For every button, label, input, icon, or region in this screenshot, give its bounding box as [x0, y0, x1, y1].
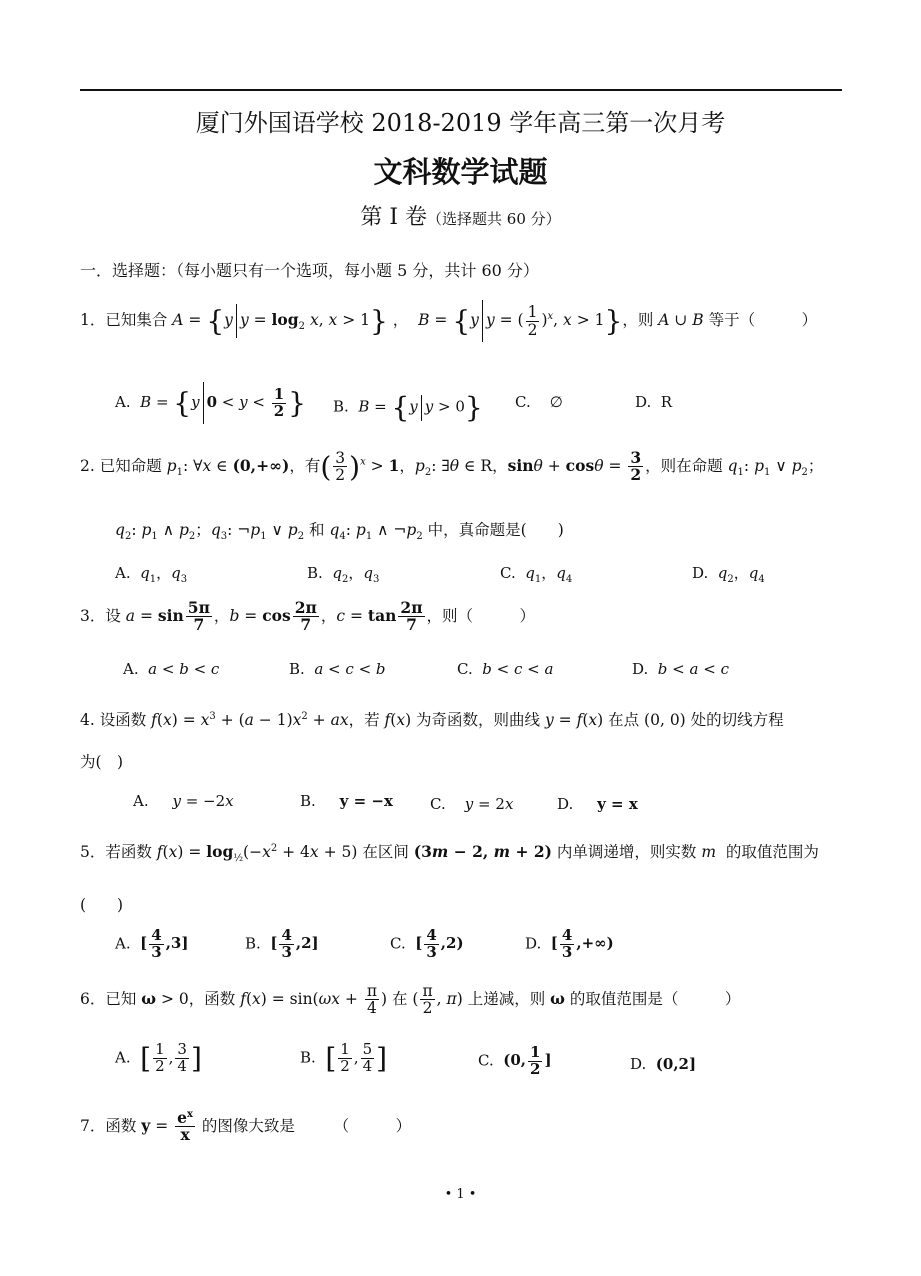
question-5: 5．若函数 $f(x) = \log_{\frac{1}{2}}(-x^2 + 4x + 5)$ 在区间 (3m − 2, m + 2) 内单调递增，则实数 m 的取值范围为 — [80, 842, 819, 865]
question-5-cont: ( ) — [80, 896, 124, 914]
question-6: 6．已知 ω > 0，函数 f(x) = sin(ωx + $\frac{\pi}{4}$ ) 在 ( $\frac{\pi}{2}$ , π) 上递减，则 ω 的取值范围是（ ） — [80, 982, 741, 1018]
q6-option-b: B. [ $\frac{1}{2}$ , $\frac{5}{4}$ ] — [300, 1040, 388, 1075]
question-3: 3．设 a = sin $\frac{5\pi}{7}$ ，b = cos $\frac{2\pi}{7}$ ，c = tan $\frac{2\pi}{7}$ ，则（ ） — [80, 598, 536, 635]
school-title: 厦门外国语学校 2018-2019 学年高三第一次月考 — [195, 109, 726, 137]
q3-option-d: D. b < a < c — [632, 660, 729, 678]
q6-option-a: A. [ $\frac{1}{2}$ , $\frac{3}{4}$ ] — [115, 1040, 202, 1075]
q2-option-a: A. $q_1$，$q_3$ — [115, 564, 188, 585]
section-heading: 一．选择题：（每小题只有一个选项，每小题 5 分，共计 60 分） — [80, 261, 539, 280]
page-number: • 1 • — [444, 1187, 477, 1202]
q3-option-b: B. a < c < b — [289, 660, 386, 678]
q4-option-c: C. y = 2x — [430, 795, 514, 813]
question-4-cont: 为( ) — [80, 753, 124, 771]
volume-note: （选择题共 60 分） — [427, 210, 561, 228]
q4-option-a: A. y = −2x — [133, 792, 234, 810]
question-1: 1．已知集合 A = {y $y = \log_2 x$, x > 1} ， B = {y y = ( $\frac{1}{2}$ )$^x$, x > 1}，则 A ∪ B 等于（ ） — [80, 300, 817, 342]
question-7: 7．函数 y = $\frac{e^x}{x}$ 的图像大致是 （ ） — [80, 1108, 412, 1145]
volume-title — [0, 200, 921, 231]
q2-option-b: B. $q_2$，$q_3$ — [307, 564, 380, 585]
top-rule — [80, 89, 842, 91]
q4-option-d: D. y = x — [557, 795, 638, 813]
q1-option-b: B. B = {y y > 0} — [333, 391, 483, 424]
q1-option-a: A. B = {y 0 < y < $\frac{1}{2}$ } — [115, 382, 306, 424]
subject-title: 文科数学试题 — [373, 155, 548, 189]
q1-option-d: D. R — [635, 393, 673, 411]
q3-option-c: C. b < c < a — [457, 660, 554, 678]
q5-option-a: A. [ $\frac{4}{3}$ ,3] — [115, 926, 189, 961]
q5-option-d: D. [ $\frac{4}{3}$ ,+∞) — [525, 926, 614, 961]
q5-option-b: B. [ $\frac{4}{3}$ ,2] — [245, 926, 319, 961]
q5-option-c: C. [ $\frac{4}{3}$ ,2) — [390, 926, 464, 961]
q4-option-b: B. y = −x — [300, 792, 393, 810]
q2-option-d: D. $q_2$，$q_4$ — [692, 564, 765, 585]
question-2-cont: $q_2$: $p_1$ ∧ $p_2$；$q_3$: $\neg p_1$ ∨ $p_2$ 和 $q_4$: $p_1$ ∧ $\neg p_2$ 中，真命题是( ) — [115, 521, 564, 543]
q1-option-c: C. ∅ — [515, 393, 563, 411]
q3-option-a: A. a < b < c — [123, 660, 220, 678]
q6-option-c: C. (0, $\frac{1}{2}$ ] — [478, 1043, 552, 1078]
q2-option-c: C. $q_1$，$q_4$ — [500, 564, 573, 585]
question-2: 2. 已知命题 $p_1$: ∀x ∈ (0,+∞)，有( $\frac{3}{2}$ )$^x$ > 1，$p_2$: ∃θ ∈ R，sinθ + cosθ = $\frac{3}{2}$ ，则在命题 $q_1$: $p_1$ ∨ $p_2$； — [80, 448, 824, 485]
volume-label: 第 I 卷 — [360, 205, 428, 230]
q6-option-d: D. (0,2] — [630, 1055, 697, 1073]
question-4: 4. 设函数 $f(x) = x^3 + (a - 1)x^2$ + ax，若 f(x) 为奇函数，则曲线 y = f(x) 在点 (0, 0) 处的切线方程 — [80, 710, 784, 729]
